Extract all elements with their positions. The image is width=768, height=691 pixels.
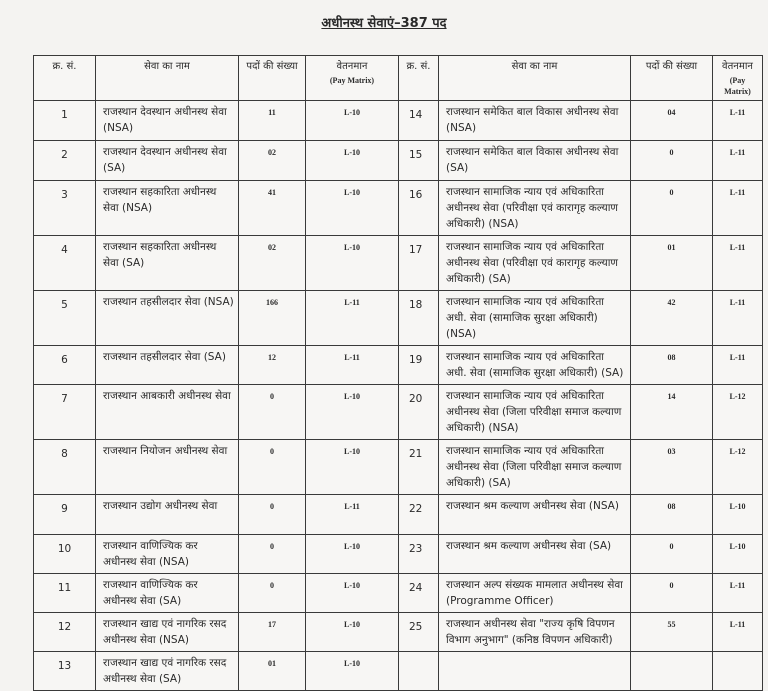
pay-level-right: L-11: [713, 141, 763, 181]
serial-right: 16: [399, 181, 439, 236]
posts-left: 02: [239, 236, 306, 291]
table-row: [34, 385, 763, 440]
table-row: [34, 291, 763, 346]
pay-level-left: L-10: [306, 652, 399, 691]
pay-level-left: L-10: [306, 574, 399, 613]
service-name-left: राजस्थान खाद्य एवं नागरिक रसद अधीनस्थ सेवा (SA): [96, 652, 239, 691]
posts-left: 166: [239, 291, 306, 346]
service-name-left: राजस्थान खाद्य एवं नागरिक रसद अधीनस्थ सेवा (NSA): [96, 613, 239, 652]
table-row: [34, 101, 763, 141]
posts-right: 0: [631, 535, 713, 574]
header-pay-label: वेतनमान: [336, 61, 368, 72]
pay-level-left: L-10: [306, 181, 399, 236]
serial-left: 6: [34, 346, 96, 385]
table-row: [34, 613, 763, 652]
serial-left: 9: [34, 495, 96, 535]
service-name-right: [439, 652, 631, 691]
serial-left: 2: [34, 141, 96, 181]
posts-right: 01: [631, 236, 713, 291]
header-pay-label: वेतनमान: [722, 61, 753, 72]
table-row: [34, 535, 763, 574]
serial-right: 14: [399, 101, 439, 141]
serial-right: 19: [399, 346, 439, 385]
serial-right: 21: [399, 440, 439, 495]
table-row: [34, 141, 763, 181]
posts-right: 0: [631, 574, 713, 613]
service-name-right: राजस्थान अल्प संख्यक मामलात अधीनस्थ सेवा (Programme Officer): [439, 574, 631, 613]
posts-right: 08: [631, 495, 713, 535]
pay-level-left: L-10: [306, 613, 399, 652]
serial-right: 17: [399, 236, 439, 291]
serial-left: 10: [34, 535, 96, 574]
service-name-right: राजस्थान सामाजिक न्याय एवं अधिकारिता अधी. सेवा (सामाजिक सुरक्षा अधिकारी) (SA): [439, 346, 631, 385]
posts-left: 17: [239, 613, 306, 652]
table-row: [34, 495, 763, 535]
header-name-right: सेवा का नाम: [439, 56, 631, 101]
header-pay-sub: (Pay Matrix): [724, 76, 751, 96]
header-posts-right: पदों की संख्या: [631, 56, 713, 101]
pay-level-right: L-11: [713, 346, 763, 385]
service-name-right: राजस्थान सामाजिक न्याय एवं अधिकारिता अधीनस्थ सेवा (जिला परिवीक्षा समाज कल्याण अधिकारी) (SA): [439, 440, 631, 495]
header-sr-right: क्र. सं.: [399, 56, 439, 101]
pay-level-right: [713, 652, 763, 691]
header-posts-left: पदों की संख्या: [239, 56, 306, 101]
posts-left: 41: [239, 181, 306, 236]
posts-right: 08: [631, 346, 713, 385]
service-name-left: राजस्थान आबकारी अधीनस्थ सेवा: [96, 385, 239, 440]
serial-right: [399, 652, 439, 691]
serial-right: 20: [399, 385, 439, 440]
service-name-left: राजस्थान नियोजन अधीनस्थ सेवा: [96, 440, 239, 495]
service-name-left: राजस्थान तहसीलदार सेवा (SA): [96, 346, 239, 385]
service-name-left: राजस्थान उद्योग अधीनस्थ सेवा: [96, 495, 239, 535]
serial-left: 3: [34, 181, 96, 236]
header-name-left: सेवा का नाम: [96, 56, 239, 101]
serial-left: 11: [34, 574, 96, 613]
posts-right: [631, 652, 713, 691]
posts-right: 55: [631, 613, 713, 652]
posts-right: 04: [631, 101, 713, 141]
serial-left: 5: [34, 291, 96, 346]
pay-level-right: L-12: [713, 440, 763, 495]
service-name-left: राजस्थान सहकारिता अधीनस्थ सेवा (NSA): [96, 181, 239, 236]
posts-right: 42: [631, 291, 713, 346]
serial-left: 7: [34, 385, 96, 440]
posts-left: 0: [239, 440, 306, 495]
posts-left: 11: [239, 101, 306, 141]
posts-right: 0: [631, 181, 713, 236]
pay-level-right: L-11: [713, 101, 763, 141]
service-name-right: राजस्थान समेकित बाल विकास अधीनस्थ सेवा (NSA): [439, 101, 631, 141]
pay-level-left: L-10: [306, 385, 399, 440]
title-text: अधीनस्थ सेवाएं–387 पद: [321, 16, 447, 31]
service-name-right: राजस्थान श्रम कल्याण अधीनस्थ सेवा (SA): [439, 535, 631, 574]
services-table: [33, 55, 763, 691]
serial-right: 24: [399, 574, 439, 613]
pay-level-right: L-11: [713, 613, 763, 652]
posts-left: 0: [239, 535, 306, 574]
pay-level-left: L-10: [306, 101, 399, 141]
posts-left: 12: [239, 346, 306, 385]
pay-level-right: L-11: [713, 181, 763, 236]
table-row: [34, 181, 763, 236]
header-row: [34, 56, 763, 101]
service-name-right: राजस्थान सामाजिक न्याय एवं अधिकारिता अधीनस्थ सेवा (परिवीक्षा एवं कारागृह कल्याण अधिकारी) (NSA): [439, 181, 631, 236]
document-title: [0, 13, 768, 31]
header-pay-sub: (Pay Matrix): [329, 76, 375, 85]
pay-level-left: L-10: [306, 141, 399, 181]
pay-level-right: L-11: [713, 291, 763, 346]
service-name-right: राजस्थान सामाजिक न्याय एवं अधिकारिता अधीनस्थ सेवा (परिवीक्षा एवं कारागृह कल्याण अधिकारी) (SA): [439, 236, 631, 291]
pay-level-left: L-11: [306, 495, 399, 535]
header-sr-left: क्र. सं.: [34, 56, 96, 101]
pay-level-right: L-10: [713, 495, 763, 535]
pay-level-right: L-12: [713, 385, 763, 440]
posts-left: 0: [239, 385, 306, 440]
service-name-left: राजस्थान वाणिज्यिक कर अधीनस्थ सेवा (NSA): [96, 535, 239, 574]
serial-right: 25: [399, 613, 439, 652]
table-row: [34, 346, 763, 385]
pay-level-left: L-10: [306, 535, 399, 574]
posts-left: 0: [239, 495, 306, 535]
posts-left: 02: [239, 141, 306, 181]
service-name-left: राजस्थान देवस्थान अधीनस्थ सेवा (SA): [96, 141, 239, 181]
serial-right: 15: [399, 141, 439, 181]
posts-right: 0: [631, 141, 713, 181]
header-pay-left: [306, 56, 399, 101]
service-name-right: राजस्थान सामाजिक न्याय एवं अधिकारिता अधी. सेवा (सामाजिक सुरक्षा अधिकारी) (NSA): [439, 291, 631, 346]
pay-level-left: L-10: [306, 440, 399, 495]
serial-left: 1: [34, 101, 96, 141]
service-name-right: राजस्थान समेकित बाल विकास अधीनस्थ सेवा (SA): [439, 141, 631, 181]
posts-left: 0: [239, 574, 306, 613]
posts-right: 03: [631, 440, 713, 495]
table-row: [34, 574, 763, 613]
table-row: [34, 236, 763, 291]
posts-left: 01: [239, 652, 306, 691]
serial-right: 22: [399, 495, 439, 535]
service-name-right: राजस्थान श्रम कल्याण अधीनस्थ सेवा (NSA): [439, 495, 631, 535]
serial-left: 8: [34, 440, 96, 495]
posts-right: 14: [631, 385, 713, 440]
service-name-left: राजस्थान वाणिज्यिक कर अधीनस्थ सेवा (SA): [96, 574, 239, 613]
pay-level-left: L-11: [306, 346, 399, 385]
table-row: [34, 440, 763, 495]
serial-right: 18: [399, 291, 439, 346]
table-row: [34, 652, 763, 691]
service-name-left: राजस्थान तहसीलदार सेवा (NSA): [96, 291, 239, 346]
pay-level-right: L-10: [713, 535, 763, 574]
header-pay-right: [713, 56, 763, 101]
service-name-left: राजस्थान देवस्थान अधीनस्थ सेवा (NSA): [96, 101, 239, 141]
pay-level-left: L-10: [306, 236, 399, 291]
pay-level-left: L-11: [306, 291, 399, 346]
serial-left: 12: [34, 613, 96, 652]
serial-left: 4: [34, 236, 96, 291]
service-name-left: राजस्थान सहकारिता अधीनस्थ सेवा (SA): [96, 236, 239, 291]
pay-level-right: L-11: [713, 236, 763, 291]
pay-level-right: L-11: [713, 574, 763, 613]
service-name-right: राजस्थान अधीनस्थ सेवा "राज्य कृषि विपणन विभाग अनुभाग" (कनिष्ठ विपणन अधिकारी): [439, 613, 631, 652]
service-name-right: राजस्थान सामाजिक न्याय एवं अधिकारिता अधीनस्थ सेवा (जिला परिवीक्षा समाज कल्याण अधिकारी) (NSA): [439, 385, 631, 440]
serial-left: 13: [34, 652, 96, 691]
serial-right: 23: [399, 535, 439, 574]
